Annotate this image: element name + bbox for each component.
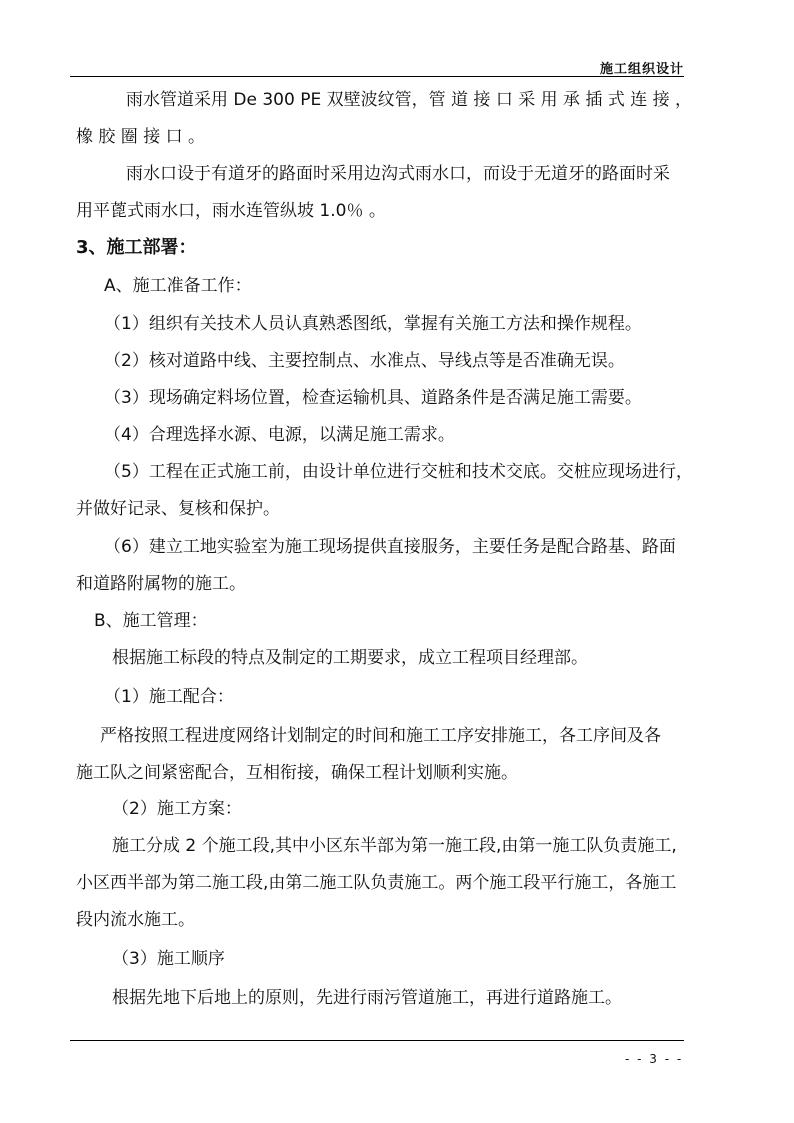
paragraph-line: 根据施工标段的特点及制定的工期要求，成立工程项目经理部。 xyxy=(112,648,588,668)
paragraph-line: 段内流水施工。 xyxy=(76,910,195,930)
item-heading: （1）施工配合： xyxy=(104,687,234,707)
list-item: （1）组织有关技术人员认真熟悉图纸，掌握有关施工方法和操作规程。 xyxy=(104,314,642,334)
footer-rule xyxy=(70,1040,684,1041)
paragraph-line: 根据先地下后地上的原则，先进行雨污管道施工，再进行道路施工。 xyxy=(112,988,622,1008)
list-item: （6）建立工地实验室为施工现场提供直接服务，主要任务是配合路基、路面 xyxy=(104,537,676,557)
list-item: （3）现场确定料场位置，检查运输机具、道路条件是否满足施工需要。 xyxy=(104,388,642,408)
paragraph-line: 雨水管道采用 De 300 PE 双壁波纹管，管 道 接 口 采 用 承 插 式 连 接 ， xyxy=(126,90,693,110)
paragraph-line: 雨水口设于有道牙的路面时采用边沟式雨水口，而设于无道牙的路面时采 xyxy=(126,164,670,184)
header-title: 施工组织设计 xyxy=(599,62,684,77)
list-item-continuation: 和道路附属物的施工。 xyxy=(76,574,246,594)
paragraph-line: 严格按照工程进度网络计划制定的时间和施工工序安排施工，各工序间及各 xyxy=(100,726,661,746)
list-item: （4）合理选择水源、电源，以满足施工需求。 xyxy=(104,425,455,445)
paragraph-line: 橡 胶 圈 接 口 。 xyxy=(76,127,206,147)
subsection-heading: B、施工管理： xyxy=(94,611,208,631)
paragraph-line: 施工队之间紧密配合，互相衔接，确保工程计划顺利实施。 xyxy=(76,763,518,783)
paragraph-line: 施工分成 2 个施工段,其中小区东半部为第一施工段,由第一施工队负责施工, xyxy=(112,836,677,856)
page-number: - - 3 - - xyxy=(625,1052,684,1066)
list-item: （5）工程在正式施工前，由设计单位进行交桩和技术交底。交桩应现场进行， xyxy=(104,462,693,482)
list-item: （2）核对道路中线、主要控制点、水准点、导线点等是否准确无误。 xyxy=(104,351,625,371)
subsection-heading: A、施工准备工作： xyxy=(104,276,252,296)
list-item-continuation: 并做好记录、复核和保护。 xyxy=(76,499,280,519)
item-heading: （3）施工顺序 xyxy=(112,949,225,969)
item-heading: （2）施工方案： xyxy=(112,799,242,819)
paragraph-line: 用平蓖式雨水口，雨水连管纵坡 1.0％ 。 xyxy=(76,201,386,221)
section-heading: 3、施工部署： xyxy=(76,237,197,258)
paragraph-line: 小区西半部为第二施工段,由第二施工队负责施工。两个施工段平行施工，各施工 xyxy=(76,873,677,893)
